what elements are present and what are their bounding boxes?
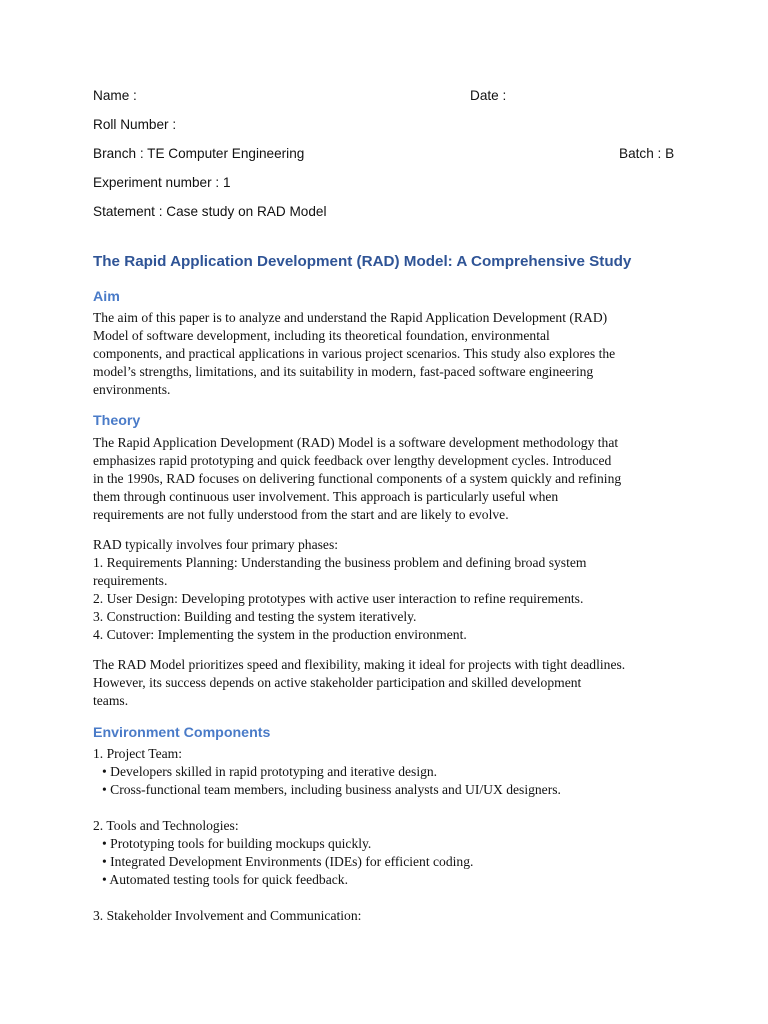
bullet-item: • Cross-functional team members, including business analysts and UI/UX designers. [102,782,561,797]
text-line: emphasizes rapid prototyping and quick feedback over lengthy development cycles. Introduced [93,453,612,468]
roll-number-label: Roll Number : [93,117,177,132]
text-line: However, its success depends on active stakeholder participation and skilled development [93,675,582,690]
text-line: Model of software development, including its theoretical foundation, environmental [93,328,550,343]
phase-item: 4. Cutover: Implementing the system in the production environment. [93,627,467,642]
environment-item-1 [93,745,683,799]
aim-paragraph [93,309,683,399]
aim-heading: Aim [93,289,120,305]
bullet-item: • Integrated Development Environments (IDEs) for efficient coding. [102,854,474,869]
environment-heading: Environment Components [93,725,271,741]
text-line: environments. [93,382,171,397]
list-item-title: 1. Project Team: [93,746,183,761]
environment-item-2 [93,817,683,889]
bullet-item: • Developers skilled in rapid prototyping and iterative design. [102,764,438,779]
statement: Statement : Case study on RAD Model [93,204,327,219]
phase-item: 3. Construction: Building and testing the system iteratively. [93,609,417,624]
list-item-title: 3. Stakeholder Involvement and Communication: [93,908,362,923]
phase-item: 2. User Design: Developing prototypes with active user interaction to refine requirements. [93,591,584,606]
text-line: requirements. [93,573,168,588]
environment-item-3 [93,907,683,925]
text-line: requirements are not fully understood from the start and are likely to evolve. [93,507,509,522]
branch-label: Branch : TE Computer Engineering [93,146,305,161]
phase-item: 1. Requirements Planning: Understanding the business problem and defining broad system [93,555,587,570]
text-line: The Rapid Application Development (RAD) Model is a software development methodology that [93,435,619,450]
bullet-item: • Automated testing tools for quick feedback. [102,872,348,887]
text-line: model’s strengths, limitations, and its suitability in modern, fast-paced software engineering [93,364,594,379]
list-item-title: 2. Tools and Technologies: [93,818,239,833]
date-label: Date : [470,88,507,103]
text-line: The RAD Model prioritizes speed and flexibility, making it ideal for projects with tight deadlines. [93,657,626,672]
theory-heading: Theory [93,413,141,429]
theory-paragraph-1 [93,434,683,524]
theory-paragraph-3 [93,656,683,710]
text-line: teams. [93,693,129,708]
name-label: Name : [93,88,137,103]
batch-label: Batch : B [619,146,675,161]
text-line: RAD typically involves four primary phases: [93,537,339,552]
text-line: The aim of this paper is to analyze and understand the Rapid Application Development (RAD) [93,310,608,325]
text-line: in the 1990s, RAD focuses on delivering functional components of a system quickly and refining [93,471,622,486]
text-line: components, and practical applications in various project scenarios. This study also explores the [93,346,616,361]
bullet-item: • Prototyping tools for building mockups quickly. [102,836,372,851]
text-line: them through continuous user involvement. This approach is particularly useful when [93,489,559,504]
experiment-number: Experiment number : 1 [93,175,231,190]
theory-paragraph-2 [93,536,683,644]
document-title: The Rapid Application Development (RAD) Model: A Comprehensive Study [93,253,632,270]
